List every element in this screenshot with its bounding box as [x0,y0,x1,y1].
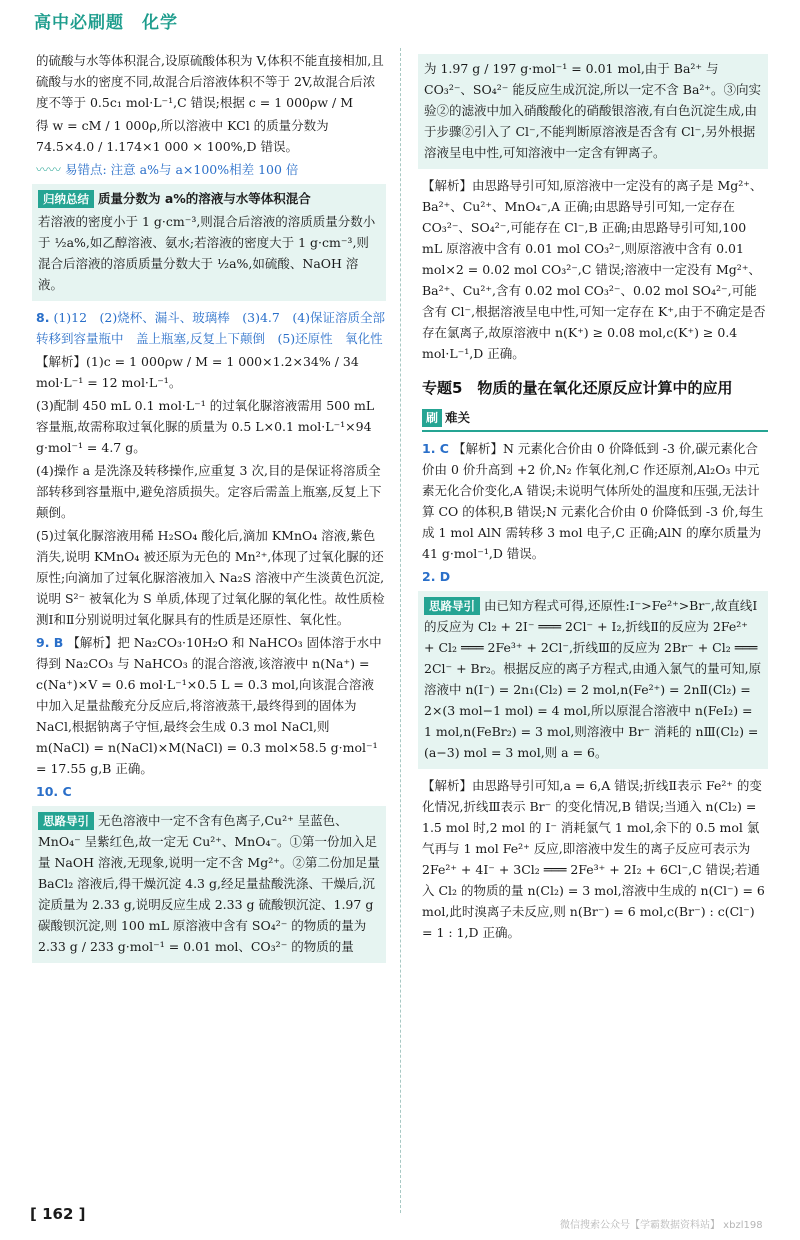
common-mistake-text: 易错点: 注意 a%与 a×100%相差 100 倍 [65,162,299,177]
summary-heading [38,188,380,209]
q8-analysis-1: 【解析】(1)c = 1 000ρw / M = 1 000×1.2×34% / 34 mol·L⁻¹ = 12 mol·L⁻¹。 [36,354,359,390]
summary-box [32,184,386,301]
q8-analysis-4: (4)操作 a 是洗涤及转移操作,应重复 3 次,目的是保证将溶质全部转移到容量瓶中,避免溶质损失。定容后需盖上瓶塞,反复上下颠倒。 [36,463,382,520]
summary-title: 质量分数为 a%的溶液与水等体积混合 [98,191,311,206]
column-divider [400,48,401,1213]
difficulty-text: 难关 [445,410,471,425]
s5-q1-number: 1. C [422,441,449,456]
section-title: 专题5 物质的量在氧化还原反应计算中的应用 [422,379,733,397]
q10-number-line [36,781,386,802]
q7-tail-text: 的硫酸与水等体积混合,设原硫酸体积为 V,体积不能直接相加,且硫酸与水的密度不同,故混合后溶液体积不等于 2V,故混合后浓度不等于 0.5c₁ mol·L⁻¹,C 错误;根据 c = 1 000ρw / M [36,53,384,110]
q10-number: 10. C [36,784,72,799]
q8-answer-text: (1)12 (2)烧杯、漏斗、玻璃棒 (3)4.7 (4)保证溶质全部转移到容量瓶中 盖上瓶塞,反复上下颠倒 (5)还原性 氧化性 [36,310,386,346]
s5-q2-guide [424,595,762,763]
q8-analysis-3: (3)配制 450 mL 0.1 mol·L⁻¹ 的过氧化脲溶液需用 500 mL 容量瓶,故需称取过氧化脲的质量为 0.5 L×0.1 mol·L⁻¹×94 g·mol⁻¹ = 4.7 g。 [36,398,375,455]
q10-guide [38,810,380,957]
shua-badge: 刷 [422,409,442,427]
q10-analysis: 【解析】由思路导引可知,原溶液中一定没有的离子是 Mg²⁺、Ba²⁺、Cu²⁺、MnO₄⁻,A 正确;由思路导引可知,一定存在 CO₃²⁻、SO₄²⁻,可能存在 Cl⁻,B 正确;由思路导引可知,100 mL 原溶液中含有 0.01 mol CO₃²⁻,则原溶液中含有 0.01 mol×2 = 0.02 mol CO₃²⁻,C 错误;溶液中一定没有 Mg²⁺、Ba²⁺、Cu²⁺,含有 0.02 mol CO₃²⁻、0.02 mol SO₄²⁻,可能含有 Cl⁻,根据溶液呈电中性,可知一定存在 K⁺,由于不确定是否存在氯离子,故原溶液中 n(K⁺) ≥ 0.08 mol,c(K⁺) ≥ 0.4 mol·L⁻¹,D 正确。 [422,178,766,361]
q8-number: 8. [36,310,50,325]
summary-tag: 归纳总结 [38,190,94,208]
s5-q1 [422,438,768,564]
difficulty-label [422,407,768,432]
q9-block [36,632,386,779]
s5-q2-analysis: 【解析】由思路导引可知,a = 6,A 错误;折线Ⅱ表示 Fe²⁺ 的变化情况,折线Ⅲ表示 Br⁻ 的变化情况,B 错误;当通入 n(Cl₂) = 1.5 mol 时,2 mol 的 I⁻ 消耗氯气 1 mol,余下的 0.5 mol 氯气再与 1 mol Fe²⁺ 反应,即溶液中发生的离子反应可表示为 2Fe²⁺ + 4I⁻ + 3Cl₂ ═══ 2Fe³⁺ + 2I₂ + 6Cl⁻,C 错误;若通入 Cl₂ 的物质的量 n(Cl₂) = 3 mol,溶液中生成的 n(Cl⁻) = 6 mol,此时溴离子未反应,则 n(Br⁻) = 6 mol,c(Br⁻) : c(Cl⁻) = 1 : 1,D 正确。 [422,778,765,940]
s5-q2-guide-box [418,591,768,769]
q10-guide-continued-box [418,54,768,169]
left-column [36,50,386,969]
q8-answer [36,307,386,349]
wave-icon: 〰〰 [36,162,62,177]
q10-guide-text: 无色溶液中一定不含有色离子,Cu²⁺ 呈蓝色、MnO₄⁻ 呈紫红色,故一定无 Cu²⁺、MnO₄⁻。①第一份加入足量 NaOH 溶液,无现象,说明一定不含 Mg²⁺。②第二份加足量 BaCl₂ 溶液后,得干燥沉淀 4.3 g,经足量盐酸洗涤、干燥后,沉淀质量为 2.33 g,说明反应生成 2.33 g 硫酸钡沉淀、1.97 g 碳酸钡沉淀,则 100 mL 原溶液中含有 SO₄²⁻ 的物质的量为 2.33 g / 233 g·mol⁻¹ = 0.01 mol、CO₃²⁻ 的物质的量 [38,813,380,954]
common-mistake-note [36,159,386,180]
watermark: 微信搜索公众号【学霸数据资料站】 xbzl198 [560,1220,763,1231]
s5-q1-analysis: 【解析】N 元素化合价由 0 价降低到 -3 价,碳元素化合价由 0 价升高到 +2 价,N₂ 作氧化剂,C 作还原剂,Al₂O₃ 中元素无化合价变化,A 错误;未说明气体所处的温度和压强,无法计算 CO 的体积,B 错误;N 元素化合价由 0 价降低到 -3 价,每生成 1 mol AlN 需转移 3 mol 电子,C 正确;AlN 的摩尔质量为 41 g·mol⁻¹,D 错误。 [422,441,764,561]
q7-conclusion-text: 得 w = cM / 1 000ρ,所以溶液中 KCl 的质量分数为 74.5×4.0 / 1.174×1 000 × 100%,D 错误。 [36,118,329,154]
book-header-title: 高中必刷题 化学 [34,13,178,33]
q10-guide-tag: 思路导引 [38,812,94,830]
s5-q2-guide-text: 由已知方程式可得,还原性:I⁻>Fe²⁺>Br⁻,故直线Ⅰ的反应为 Cl₂ + 2I⁻ ═══ 2Cl⁻ + I₂,折线Ⅱ的反应为 2Fe²⁺ + Cl₂ ═══ 2Fe³⁺ + 2Cl⁻,折线Ⅲ的反应为 2Br⁻ + Cl₂ ═══ 2Cl⁻ + Br₂。根据反应的离子方程式,由通入氯气的量可知,原溶液中 n(I⁻) = 2n₁(Cl₂) = 2 mol,n(Fe²⁺) = 2nⅡ(Cl₂) = 2×(3 mol−1 mol) = 4 mol,所以原混合溶液中 n(FeI₂) = 1 mol,n(FeBr₂) = 3 mol,则溶液中 Br⁻ 消耗的 nⅢ(Cl₂) = (a−3) mol = 3 mol,则 a = 6。 [424,598,762,760]
summary-body: 若溶液的密度小于 1 g·cm⁻³,则混合后溶液的溶质质量分数小于 ½a%,如乙醇溶液、氨水;若溶液的密度大于 1 g·cm⁻³,则混合后溶液的溶质质量分数大于 ½a%,如硫酸、NaOH 溶液。 [38,214,376,292]
s5-q2-guide-tag: 思路导引 [424,597,480,615]
q8-analysis-5: (5)过氧化脲溶液用稀 H₂SO₄ 酸化后,滴加 KMnO₄ 溶液,紫色消失,说明 KMnO₄ 被还原为无色的 Mn²⁺,体现了过氧化脲的还原性;向滴加了过氧化脲溶液加入 Na₂S 溶液中产生淡黄色沉淀,说明 S²⁻ 被氧化为 S 单质,体现了过氧化脲的氧化性。故性质检测Ⅰ和Ⅱ分别说明过氧化脲具有的性质是还原性、氧化性。 [36,528,385,627]
s5-q2-number: 2. D [422,569,451,584]
page-number: [ 162 ] [30,1205,86,1223]
q9-number: 9. B [36,635,64,650]
s5-q2-number-line [422,566,768,587]
q10-guide-box [32,806,386,963]
q10-guide-continued: 为 1.97 g / 197 g·mol⁻¹ = 0.01 mol,由于 Ba²⁺ 与 CO₃²⁻、SO₄²⁻ 能反应生成沉淀,所以一定不含 Ba²⁺。③向实验②的滤液中加入硝酸酸化的硝酸银溶液,有白色沉淀生成,由于步骤②引入了 Cl⁻,不能判断原溶液是否含有 Cl⁻,另外根据溶液呈电中性,可知溶液中一定含有钾离子。 [424,61,762,160]
q9-analysis: 【解析】把 Na₂CO₃·10H₂O 和 NaHCO₃ 固体溶于水中得到 Na₂CO₃ 与 NaHCO₃ 的混合溶液,该溶液中 n(Na⁺) = c(Na⁺)×V = 0.6 mol·L⁻¹×0.5 L = 0.3 mol,向该混合溶液中加入足量盐酸充分反应后,将溶液蒸干,最终得到的固体为 NaCl,根据钠离子守恒,最终会生成 0.3 mol NaCl,则 m(NaCl) = n(NaCl)×M(NaCl) = 0.3 mol×58.5 g·mol⁻¹ = 17.55 g,B 正确。 [36,635,382,776]
right-column [422,50,768,945]
